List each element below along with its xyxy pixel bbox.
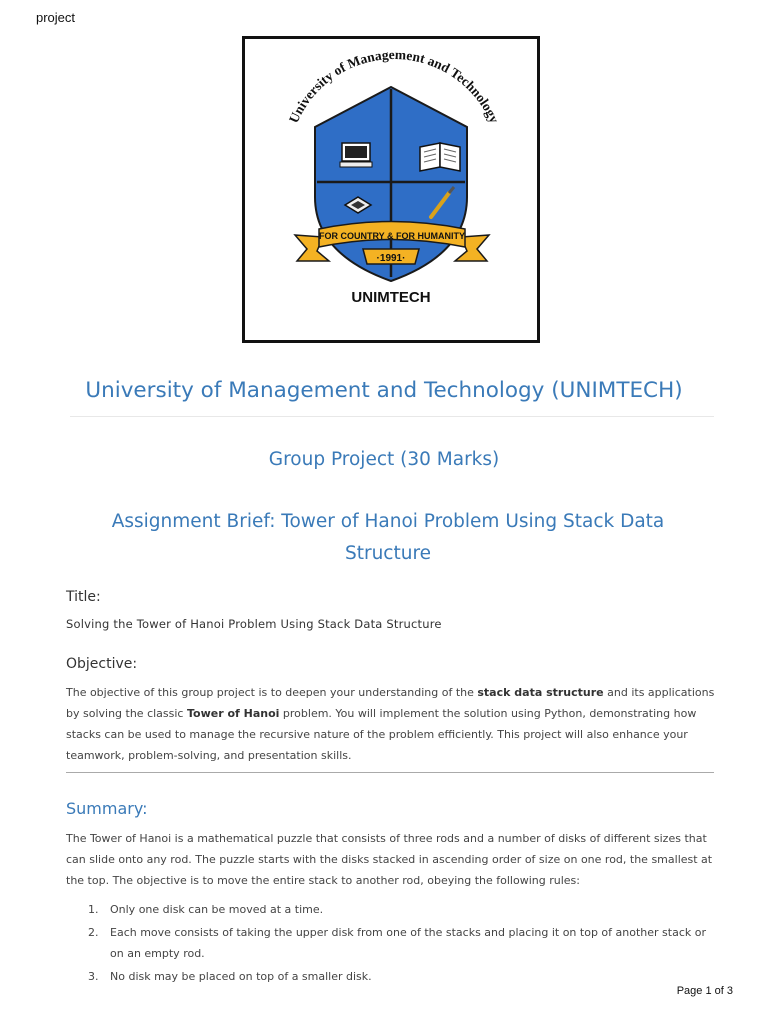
list-item: 3. No disk may be placed on top of a smaller disk. [88, 970, 372, 983]
header-label: project [36, 10, 76, 25]
list-item: 1. Only one disk can be moved at a time. [88, 903, 324, 916]
divider [66, 772, 714, 773]
list-item: 2. Each move consists of taking the upper disk from one of the stacks and placing it on top of another stack or on an empty rod. [88, 926, 706, 960]
rules-list [88, 899, 708, 989]
group-project-title: Group Project (30 Marks) [268, 449, 500, 470]
logo-motto: FOR COUNTRY & FOR HUMANITY [319, 231, 465, 241]
summary-paragraph: The Tower of Hanoi is a mathematical puzzle that consists of three rods and a number of disks of different sizes that can slide onto any rod. The puzzle starts with the disks stacked in ascending order of size on one rod, the smallest at the top. The objective is to move the entire stack to another rod, obeying the following rules: [66, 832, 713, 887]
objective-paragraph: The objective of this group project is to deepen your understanding of the stack data structure and its applications by solving the classic Tower of Hanoi problem. You will implement the solution using Python, demonstrating how stacks can be used to manage the recursive nature of the problem efficiently. This project will also enhance your teamwork, problem-solving, and presentation skills. [66, 686, 715, 762]
bold-stack-data-structure: stack data structure [477, 686, 604, 699]
summary-heading: Summary: [66, 799, 148, 818]
university-title: University of Management and Technology (UNIMTECH) [85, 378, 683, 403]
logo-year: ·1991· [376, 253, 406, 264]
logo-arc-text: University of Management and Technology [285, 46, 503, 126]
bold-tower-of-hanoi: Tower of Hanoi [186, 707, 280, 720]
book-icon [420, 143, 460, 171]
objective-heading: Objective: [66, 656, 138, 672]
logo-name: UNIMTECH [351, 289, 431, 306]
assignment-brief-title: Assignment Brief: Tower of Hanoi Problem Using Stack Data Structure [111, 511, 665, 564]
divider-light [70, 416, 714, 417]
university-logo [242, 36, 540, 343]
title-text: Solving the Tower of Hanoi Problem Using Stack Data Structure [66, 617, 442, 631]
page-number: Page 1 of 3 [676, 985, 733, 997]
computer-icon [340, 143, 372, 167]
title-heading: Title: [66, 589, 101, 605]
